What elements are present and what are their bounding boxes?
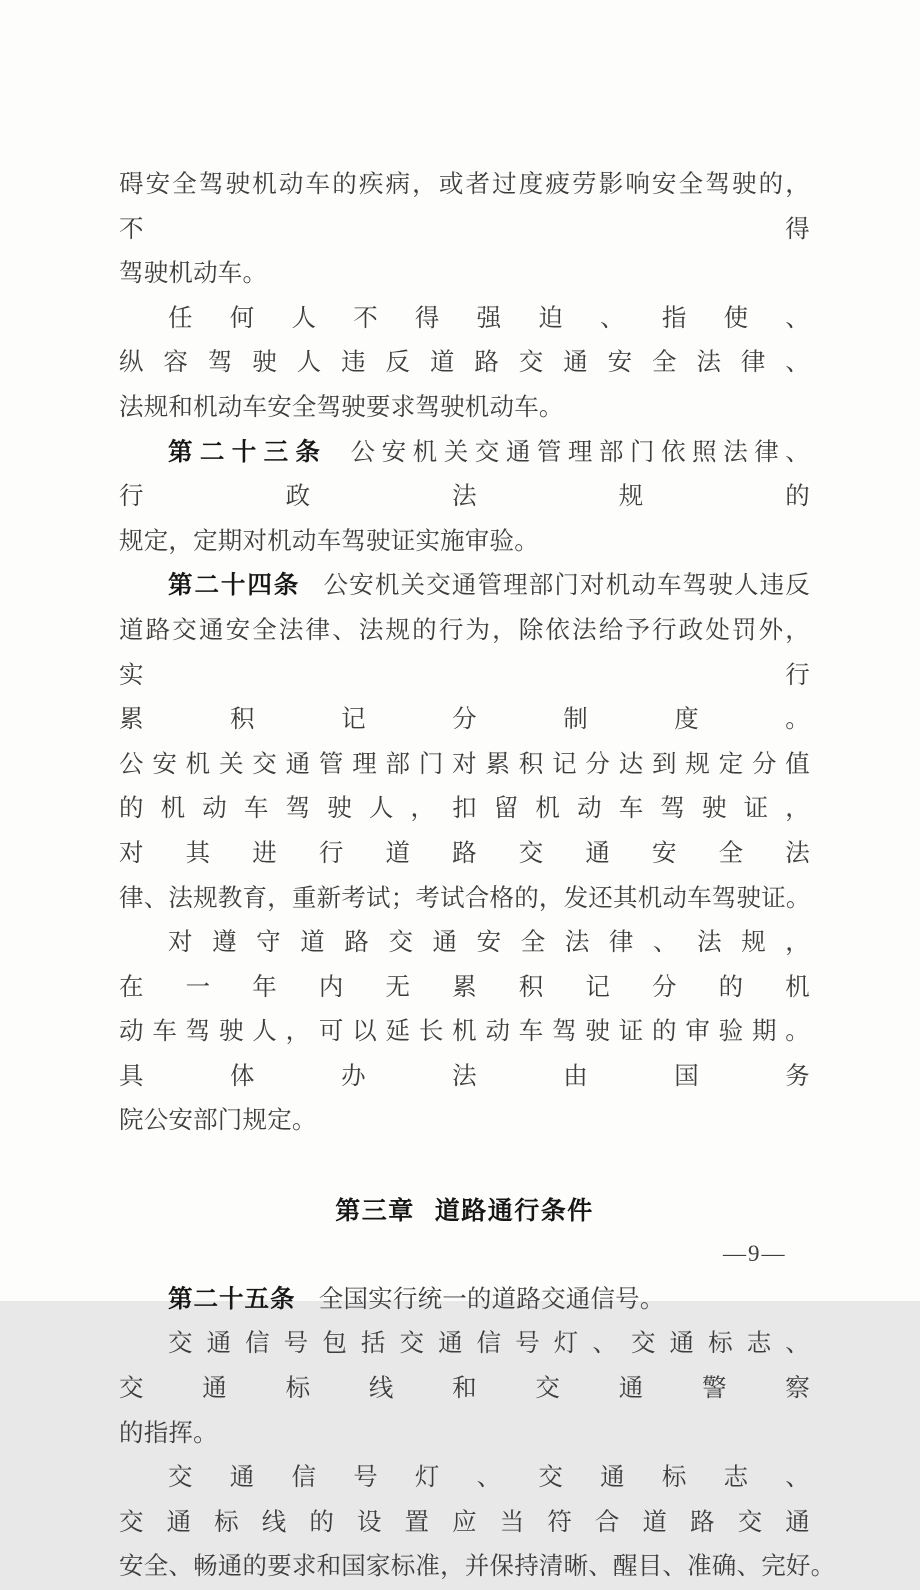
- text-line: 驾驶机动车。: [119, 260, 268, 288]
- text-line: 法规和机动车安全驾驶要求驾驶机动车。: [119, 393, 564, 421]
- text-line: 道路交通安全法律、法规的行为，除依法给予行政处罚外，实行: [119, 616, 810, 689]
- article-text: 全国实行统一的道路交通信号。: [318, 1285, 665, 1313]
- article-number: 第二十五条: [168, 1285, 296, 1313]
- paragraph: [119, 921, 810, 1144]
- text-line: 交通信号灯、交通标志、交通标线的设置应当符合道路交通: [119, 1464, 810, 1536]
- paragraph: [119, 1456, 836, 1590]
- article-text: 公安机关交通管理部门依照法律、行政法规的: [119, 438, 811, 511]
- article-text: 公安机关交通管理部门对机动车驾驶人违反: [323, 572, 810, 600]
- paragraph: [119, 1322, 810, 1456]
- text-line: 动车驾驶人，可以延长机动车驾驶证的审验期。具体办法由国务: [119, 1018, 810, 1090]
- document-body: [119, 163, 836, 1590]
- text-line: [119, 1278, 810, 1323]
- chapter-number: 第三章: [335, 1196, 415, 1225]
- text-line: 的机动车驾驶人，扣留机动车驾驶证，对其进行道路交通安全法: [119, 795, 810, 867]
- text-line: [119, 431, 810, 520]
- text-line: 律、法规教育，重新考试；考试合格的，发还其机动车驾驶证。: [119, 884, 811, 912]
- text-line: 规定，定期对机动车驾驶证实施审验。: [119, 527, 539, 555]
- page-number: —9—: [723, 1241, 787, 1266]
- paragraph: [119, 297, 810, 431]
- chapter-heading: [119, 1189, 810, 1234]
- text-line: 任何人不得强迫、指使、纵容驾驶人违反道路交通安全法律、: [119, 304, 810, 377]
- article-number: 第二十四条: [168, 572, 301, 600]
- text-line: 碍安全驾驶机动车的疾病，或者过度疲劳影响安全驾驶的，不得: [119, 171, 810, 243]
- article-25: [119, 1278, 810, 1323]
- article-number: 第二十三条: [168, 438, 328, 466]
- text-line: 院公安部门规定。: [119, 1107, 317, 1135]
- text-line: 累积记分制度。公安机关交通管理部门对累积记分达到规定分值: [119, 706, 810, 778]
- text-line: 交通信号包括交通信号灯、交通标志、交通标线和交通警察: [119, 1330, 810, 1403]
- text-line: 对遵守道路交通安全法律、法规，在一年内无累积记分的机: [119, 929, 810, 1001]
- article-24: [119, 564, 810, 921]
- paragraph: [119, 163, 810, 297]
- article-23: [119, 431, 810, 565]
- text-line: 的指挥。: [119, 1419, 218, 1447]
- chapter-title: 道路通行条件: [434, 1196, 594, 1225]
- text-line: [119, 564, 810, 609]
- text-line: 安全、畅通的要求和国家标准，并保持清晰、醒目、准确、完好。: [119, 1553, 836, 1581]
